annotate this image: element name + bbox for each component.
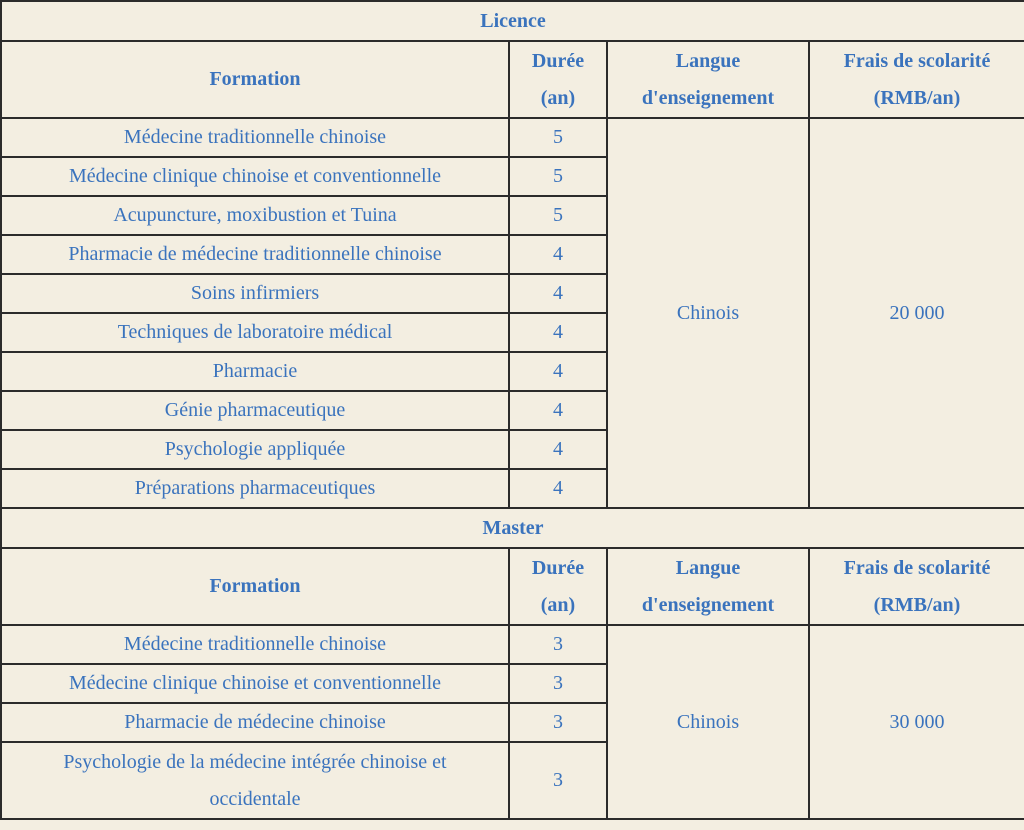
formation-line2: occidentale (209, 787, 301, 810)
header-langue-line2: d'enseignement (641, 593, 775, 616)
formation-cell: Soins infirmiers (1, 274, 509, 313)
header-duree-line1: Durée (531, 49, 585, 72)
duree-cell: 3 (509, 703, 607, 742)
section-title-row (1, 508, 1024, 548)
header-frais (809, 41, 1024, 118)
header-frais-line1: Frais de scolarité (843, 49, 991, 72)
header-duree-line1: Durée (531, 556, 585, 579)
formation-cell: Techniques de laboratoire médical (1, 313, 509, 352)
duree-cell: 5 (509, 196, 607, 235)
header-langue (607, 548, 809, 625)
header-row (1, 41, 1024, 118)
formation-cell: Pharmacie de médecine chinoise (1, 703, 509, 742)
duree-cell: 3 (509, 664, 607, 703)
frais-cell: 20 000 (809, 118, 1024, 508)
duree-cell: 3 (509, 625, 607, 664)
header-frais-line2: (RMB/an) (873, 593, 961, 616)
header-langue-line2: d'enseignement (641, 86, 775, 109)
duree-cell: 4 (509, 235, 607, 274)
duree-cell: 4 (509, 313, 607, 352)
header-duree-line2: (an) (540, 86, 576, 109)
header-langue (607, 41, 809, 118)
duree-cell: 4 (509, 469, 607, 508)
table-row (1, 625, 1024, 664)
section-title-master: Master (1, 508, 1024, 548)
header-langue-line1: Langue (675, 556, 741, 579)
header-duree (509, 41, 607, 118)
header-formation: Formation (1, 548, 509, 625)
section-title-row (1, 1, 1024, 41)
header-frais (809, 548, 1024, 625)
formation-cell: Médecine traditionnelle chinoise (1, 625, 509, 664)
formation-cell (1, 742, 509, 819)
formation-cell: Pharmacie (1, 352, 509, 391)
duree-cell: 3 (509, 742, 607, 819)
formation-cell: Acupuncture, moxibustion et Tuina (1, 196, 509, 235)
formation-cell: Psychologie appliquée (1, 430, 509, 469)
header-duree-line2: (an) (540, 593, 576, 616)
header-formation: Formation (1, 41, 509, 118)
frais-cell: 30 000 (809, 625, 1024, 819)
duree-cell: 4 (509, 274, 607, 313)
duree-cell: 4 (509, 430, 607, 469)
table-row (1, 118, 1024, 157)
header-langue-line1: Langue (675, 49, 741, 72)
formation-cell: Médecine clinique chinoise et conventionnelle (1, 664, 509, 703)
formation-cell: Génie pharmaceutique (1, 391, 509, 430)
section-title-licence: Licence (1, 1, 1024, 41)
duree-cell: 5 (509, 157, 607, 196)
langue-cell: Chinois (607, 625, 809, 819)
formation-cell: Médecine traditionnelle chinoise (1, 118, 509, 157)
header-frais-line1: Frais de scolarité (843, 556, 991, 579)
duree-cell: 4 (509, 391, 607, 430)
formation-cell: Préparations pharmaceutiques (1, 469, 509, 508)
header-frais-line2: (RMB/an) (873, 86, 961, 109)
formation-cell: Médecine clinique chinoise et conventionnelle (1, 157, 509, 196)
duree-cell: 4 (509, 352, 607, 391)
header-duree (509, 548, 607, 625)
formation-cell: Pharmacie de médecine traditionnelle chinoise (1, 235, 509, 274)
langue-cell: Chinois (607, 118, 809, 508)
duree-cell: 5 (509, 118, 607, 157)
header-row (1, 548, 1024, 625)
formation-line1: Psychologie de la médecine intégrée chinoise et (63, 750, 447, 773)
